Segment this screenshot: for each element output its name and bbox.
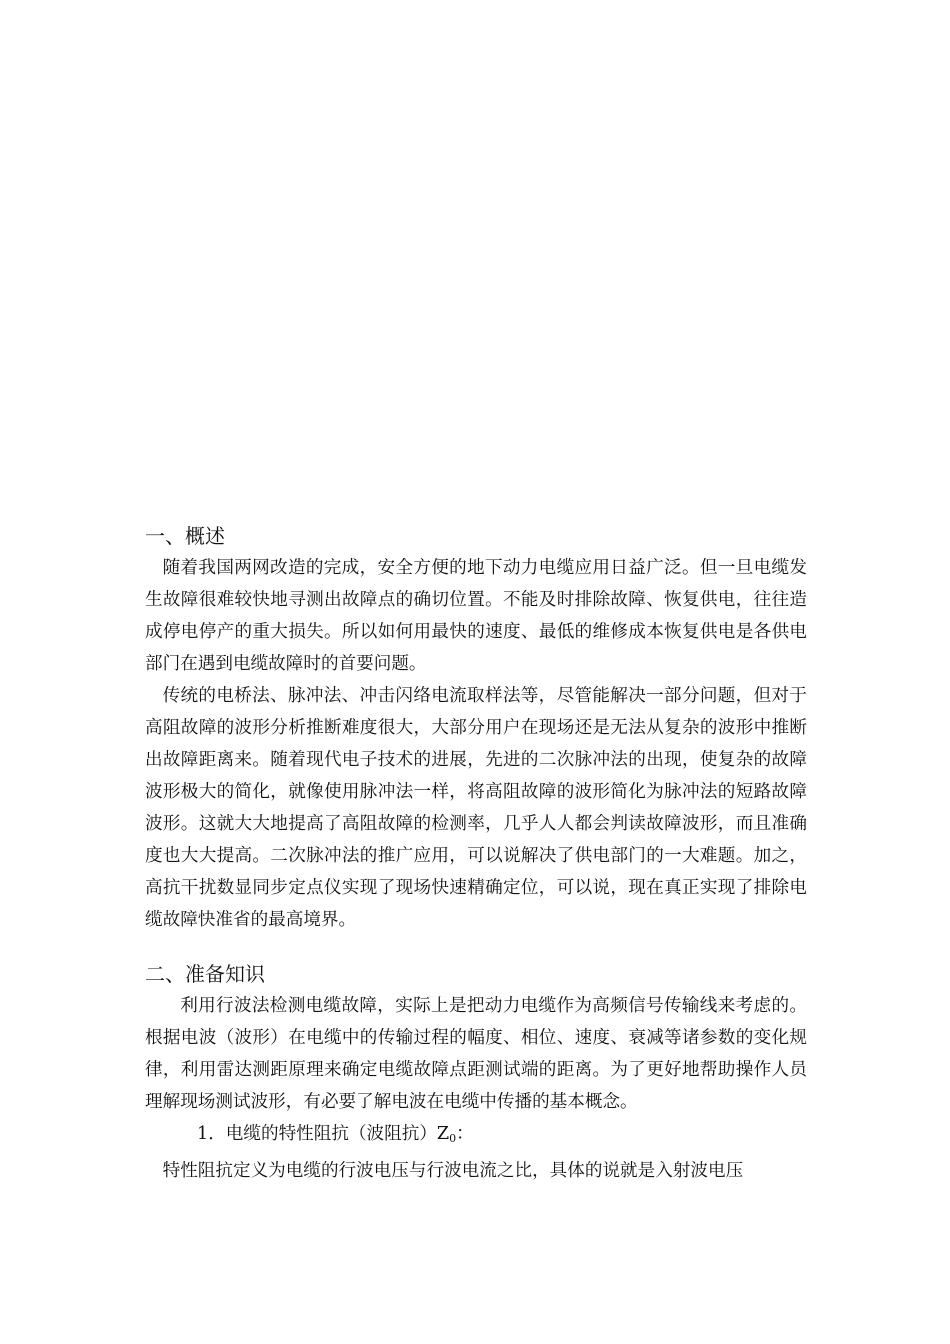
list-item-text: 1．电缆的特性阻抗（波阻抗）Z [197,1124,450,1144]
overview-paragraph-2: 传统的电桥法、脉冲法、冲击闪络电流取样法等，尽管能解决一部分问题，但对于高阻故障的波形分析推断难度很大，大部分用户在现场还是无法从复杂的波形中推断出故障距离来。随着现代电子技术的进展，先进的二次脉冲法的出现，使复杂的故障波形极大的简化，就像使用脉冲法一样，将高阻故障的波形简化为脉冲法的短路故障波形。这就大大地提高了高阻故障的检测率，几乎人人都会判读故障波形，而且准确度也大大提高。二次脉冲法的推广应用，可以说解决了供电部门的一大难题。加之，高抗干扰数显同步定点仪实现了现场快速精确定位，可以说，现在真正实现了排除电缆故障快准省的最高境界。 [145,686,807,930]
list-item-suffix: ： [456,1124,474,1144]
impedance-definition-paragraph: 特性阻抗定义为电缆的行波电压与行波电流之比，具体的说就是入射波电压 [162,1161,744,1181]
preparation-paragraph: 利用行波法检测电缆故障，实际上是把动力电缆作为高频信号传输线来考虑的。根据电波（波形）在电缆中的传输过程的幅度、相位、速度、衰减等诸参数的变化规律，利用雷达测距原理来确定电缆故障点距测试端的距离。为了更好地帮助操作人员理解现场测试波形，有必要了解电波在电缆中传播的基本概念。 [145,996,807,1112]
document-body [145,520,807,1187]
subscript-zero: 0 [449,1132,457,1145]
overview-paragraph-1: 随着我国两网改造的完成，安全方便的地下动力电缆应用日益广泛。但一旦电缆发生故障很难较快地寻测出故障点的确切位置。不能及时排除故障、恢复供电，往往造成停电停产的重大损失。所以如何用最快的速度、最低的维修成本恢复供电是各供电部门在遇到电缆故障时的首要问题。 [145,558,807,674]
list-item-characteristic-impedance [145,1118,807,1155]
section-heading-overview: 一、概述 [145,524,225,548]
section-heading-preparation: 二、准备知识 [145,962,265,986]
